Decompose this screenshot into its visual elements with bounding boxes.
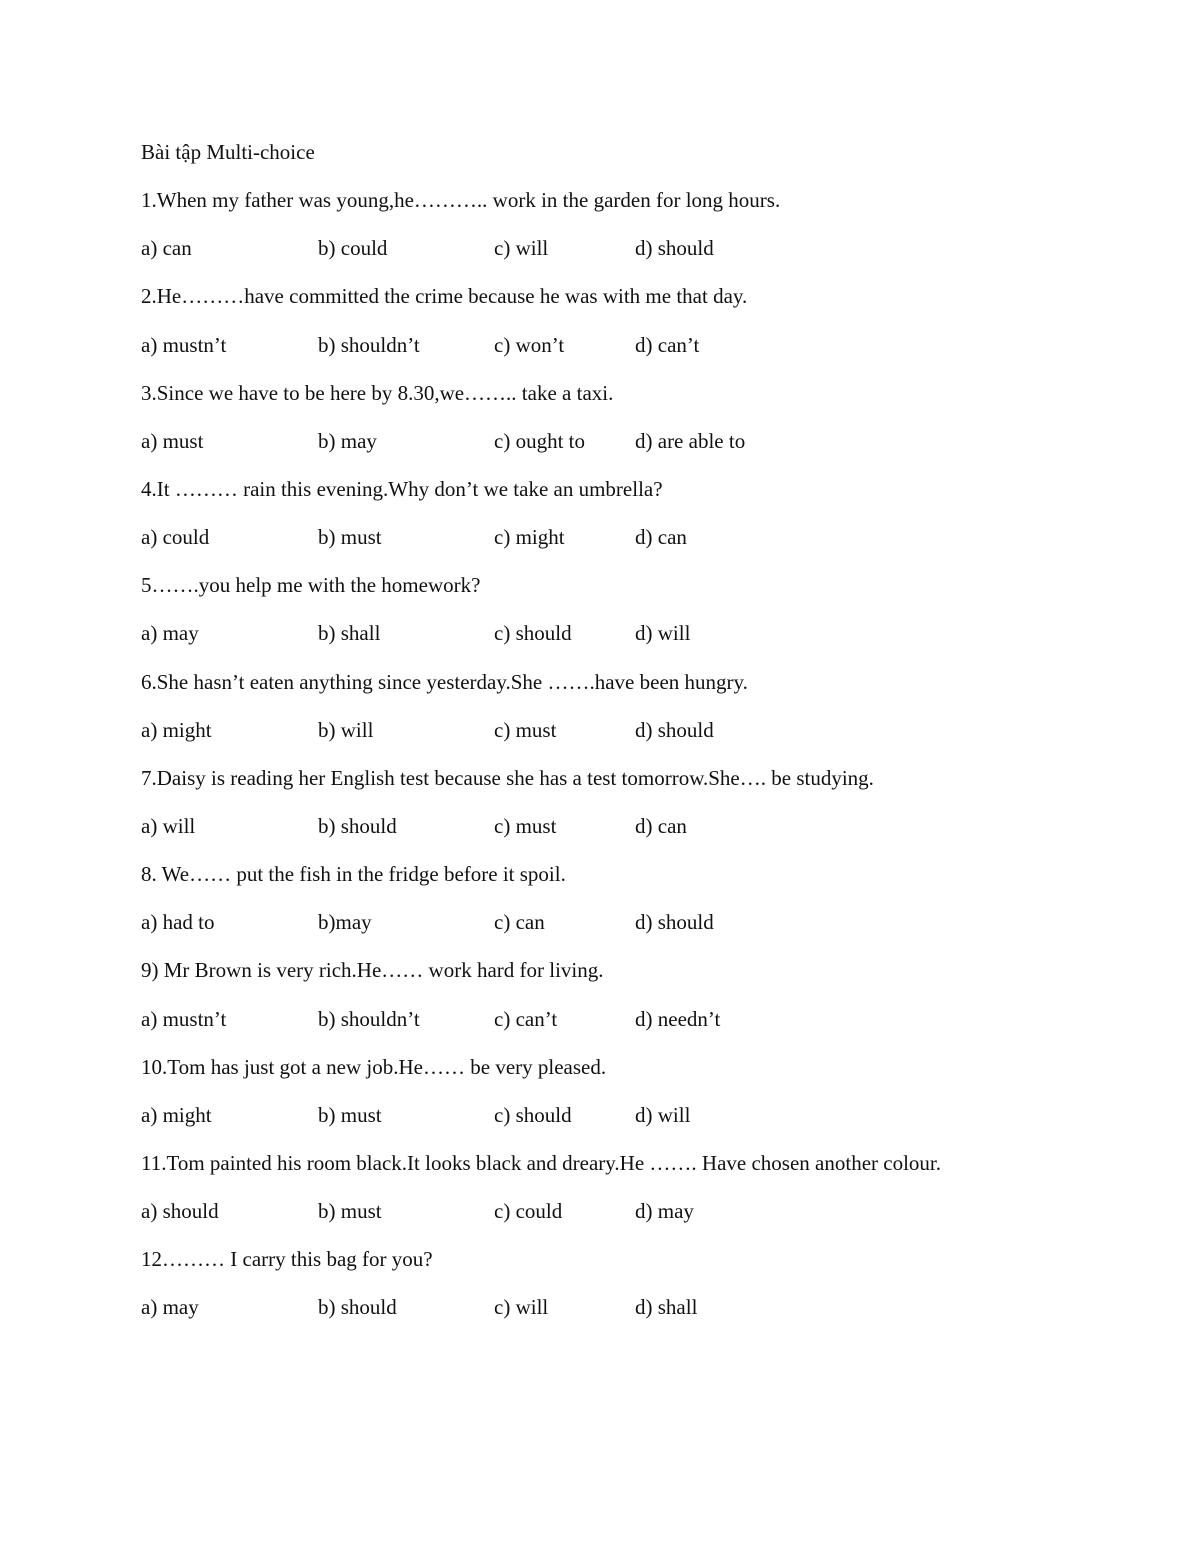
option-b: b) must — [318, 1199, 382, 1223]
option-c: c) ought to — [494, 429, 585, 453]
option-a: a) should — [141, 1199, 219, 1223]
option-b: b) must — [318, 525, 382, 549]
option-c: c) should — [494, 1103, 572, 1127]
options-row-11 — [0, 1199, 1200, 1227]
option-b: b) shall — [318, 621, 381, 645]
option-d: d) will — [635, 1103, 691, 1127]
option-a: a) may — [141, 621, 199, 645]
option-a: a) can — [141, 236, 192, 260]
question-8: 8. We…… put the fish in the fridge before it spoil. — [141, 862, 566, 886]
option-d: d) should — [635, 718, 714, 742]
option-b: b) could — [318, 236, 388, 260]
option-a: a) mustn’t — [141, 1007, 227, 1031]
question-12: 12……… I carry this bag for you? — [141, 1247, 433, 1271]
option-c: c) could — [494, 1199, 563, 1223]
option-c: c) can’t — [494, 1007, 558, 1031]
option-d: d) needn’t — [635, 1007, 721, 1031]
option-b: b) shouldn’t — [318, 1007, 420, 1031]
options-row-10 — [0, 1103, 1200, 1131]
option-d: d) can’t — [635, 333, 700, 357]
option-c: c) must — [494, 718, 557, 742]
question-9: 9) Mr Brown is very rich.He…… work hard for living. — [141, 958, 604, 982]
question-5: 5…….you help me with the homework? — [141, 573, 481, 597]
option-b: b) should — [318, 1295, 397, 1319]
options-row-8 — [0, 910, 1200, 938]
question-7: 7.Daisy is reading her English test because she has a test tomorrow.She…. be studying. — [141, 766, 874, 790]
options-row-5 — [0, 621, 1200, 649]
question-2: 2.He………have committed the crime because he was with me that day. — [141, 284, 748, 308]
options-row-12 — [0, 1295, 1200, 1323]
worksheet-title: Bài tập Multi-choice — [141, 140, 315, 164]
option-c: c) will — [494, 1295, 549, 1319]
options-row-4 — [0, 525, 1200, 553]
option-c: c) will — [494, 236, 549, 260]
options-row-3 — [0, 429, 1200, 457]
option-a: a) may — [141, 1295, 199, 1319]
option-d: d) will — [635, 621, 691, 645]
option-a: a) might — [141, 1103, 212, 1127]
question-3: 3.Since we have to be here by 8.30,we…….. take a taxi. — [141, 381, 614, 405]
option-b: b) shouldn’t — [318, 333, 420, 357]
option-d: d) are able to — [635, 429, 746, 453]
option-d: d) shall — [635, 1295, 698, 1319]
option-d: d) can — [635, 814, 687, 838]
options-row-9 — [0, 1007, 1200, 1035]
option-c: c) won’t — [494, 333, 565, 357]
option-a: a) had to — [141, 910, 215, 934]
option-b: b) should — [318, 814, 397, 838]
option-b: b)may — [318, 910, 372, 934]
option-a: a) mustn’t — [141, 333, 227, 357]
option-a: a) could — [141, 525, 210, 549]
option-c: c) should — [494, 621, 572, 645]
option-c: c) must — [494, 814, 557, 838]
option-d: d) should — [635, 236, 714, 260]
option-d: d) may — [635, 1199, 694, 1223]
option-a: a) will — [141, 814, 196, 838]
question-11: 11.Tom painted his room black.It looks black and dreary.He ……. Have chosen another colour. — [141, 1151, 941, 1175]
question-6: 6.She hasn’t eaten anything since yesterday.She …….have been hungry. — [141, 670, 748, 694]
option-b: b) may — [318, 429, 377, 453]
options-row-7 — [0, 814, 1200, 842]
option-d: d) can — [635, 525, 687, 549]
option-b: b) will — [318, 718, 374, 742]
options-row-6 — [0, 718, 1200, 746]
question-4: 4.It ……… rain this evening.Why don’t we take an umbrella? — [141, 477, 663, 501]
option-d: d) should — [635, 910, 714, 934]
options-row-1 — [0, 236, 1200, 264]
options-row-2 — [0, 333, 1200, 361]
option-a: a) must — [141, 429, 204, 453]
option-c: c) can — [494, 910, 545, 934]
option-b: b) must — [318, 1103, 382, 1127]
question-10: 10.Tom has just got a new job.He…… be very pleased. — [141, 1055, 607, 1079]
option-a: a) might — [141, 718, 212, 742]
option-c: c) might — [494, 525, 565, 549]
question-1: 1.When my father was young,he……….. work in the garden for long hours. — [141, 188, 781, 212]
